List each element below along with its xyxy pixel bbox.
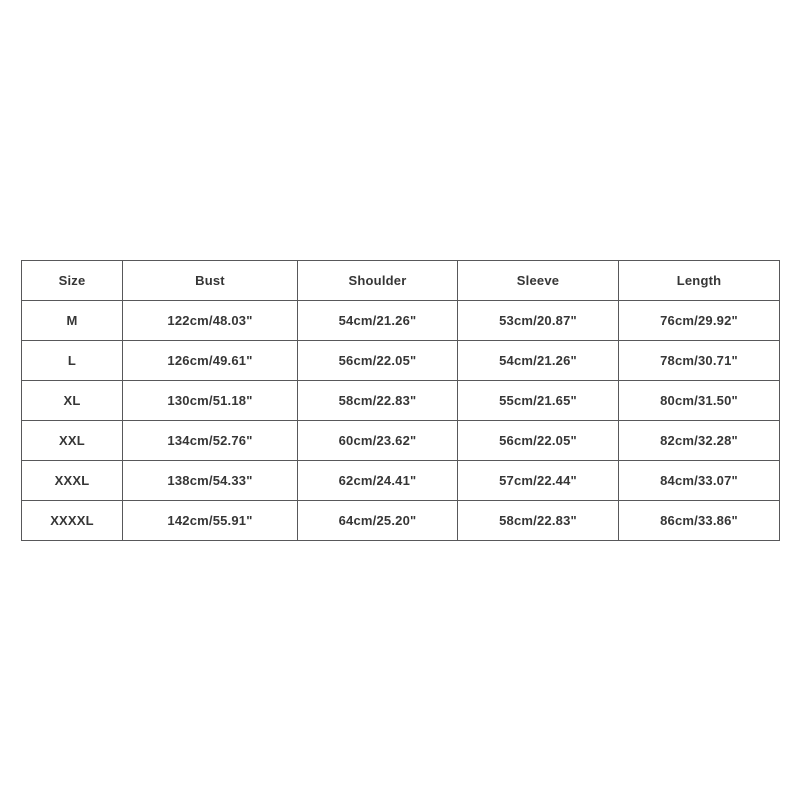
cell-size: XXXL <box>22 461 123 501</box>
cell-shoulder: 56cm/22.05" <box>298 341 458 381</box>
cell-length: 86cm/33.86" <box>619 501 780 541</box>
cell-bust: 126cm/49.61" <box>123 341 298 381</box>
header-cell-length: Length <box>619 261 780 301</box>
cell-length: 76cm/29.92" <box>619 301 780 341</box>
cell-bust: 138cm/54.33" <box>123 461 298 501</box>
cell-size: XXXXL <box>22 501 123 541</box>
table-row-xxl <box>22 421 780 461</box>
header-cell-size: Size <box>22 261 123 301</box>
cell-shoulder: 60cm/23.62" <box>298 421 458 461</box>
cell-size: XXL <box>22 421 123 461</box>
cell-bust: 130cm/51.18" <box>123 381 298 421</box>
cell-sleeve: 53cm/20.87" <box>458 301 619 341</box>
cell-bust: 122cm/48.03" <box>123 301 298 341</box>
table-row-l <box>22 341 780 381</box>
cell-shoulder: 54cm/21.26" <box>298 301 458 341</box>
cell-bust: 142cm/55.91" <box>123 501 298 541</box>
header-row <box>22 261 780 301</box>
cell-sleeve: 55cm/21.65" <box>458 381 619 421</box>
header-cell-bust: Bust <box>123 261 298 301</box>
cell-size: L <box>22 341 123 381</box>
cell-sleeve: 56cm/22.05" <box>458 421 619 461</box>
cell-shoulder: 58cm/22.83" <box>298 381 458 421</box>
header-cell-sleeve: Sleeve <box>458 261 619 301</box>
table-row-xxxl <box>22 461 780 501</box>
cell-length: 80cm/31.50" <box>619 381 780 421</box>
cell-length: 82cm/32.28" <box>619 421 780 461</box>
table-row-xxxxl <box>22 501 780 541</box>
cell-size: XL <box>22 381 123 421</box>
cell-sleeve: 58cm/22.83" <box>458 501 619 541</box>
header-cell-shoulder: Shoulder <box>298 261 458 301</box>
cell-sleeve: 57cm/22.44" <box>458 461 619 501</box>
cell-shoulder: 64cm/25.20" <box>298 501 458 541</box>
cell-length: 78cm/30.71" <box>619 341 780 381</box>
cell-bust: 134cm/52.76" <box>123 421 298 461</box>
table-row-xl <box>22 381 780 421</box>
size-chart-table <box>21 260 780 541</box>
cell-length: 84cm/33.07" <box>619 461 780 501</box>
table-row-m <box>22 301 780 341</box>
cell-shoulder: 62cm/24.41" <box>298 461 458 501</box>
cell-size: M <box>22 301 123 341</box>
cell-sleeve: 54cm/21.26" <box>458 341 619 381</box>
